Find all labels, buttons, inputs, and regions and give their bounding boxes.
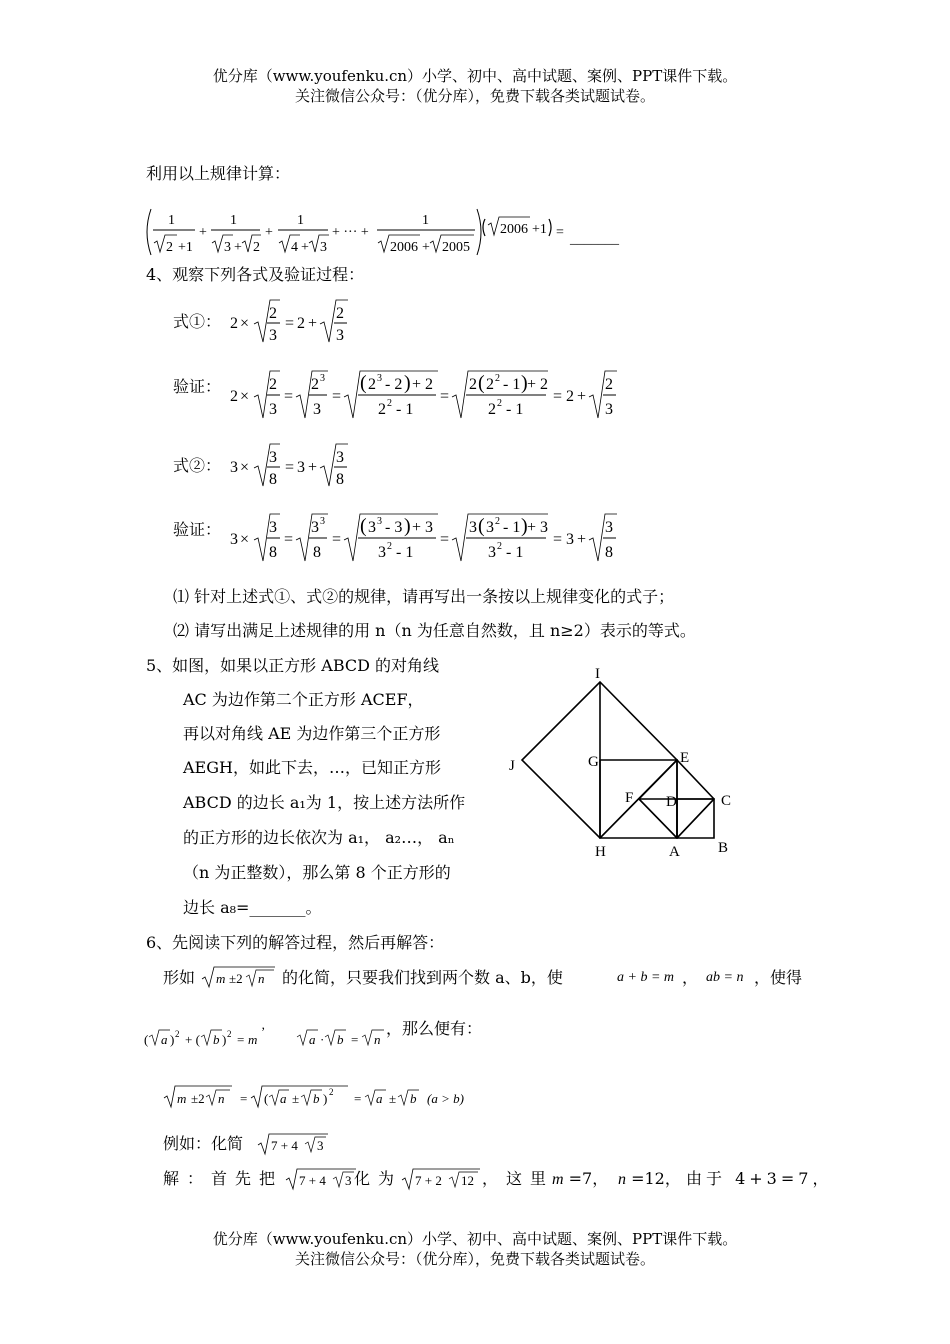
svg-text:+: + [234,240,242,255]
svg-text:3: 3 [377,516,382,527]
q6-line1-mid: 的化简，只要我们找到两个数 a、b，使 [282,968,563,987]
q6-example-radical [256,1130,336,1158]
label-g: G [588,754,599,770]
svg-text:2: 2 [227,1029,232,1039]
svg-text:+: + [577,531,587,548]
svg-text:=: = [332,531,342,548]
svg-text:(: ( [144,1032,149,1047]
q4-verify1-label: 验证： [173,377,222,396]
q3-tail-rad: 2006 [500,222,528,237]
q6-cond-sum: a + b = m [617,970,675,985]
svg-text:3: 3 [297,459,305,476]
svg-text:3: 3 [566,531,574,548]
svg-text:×: × [240,388,250,405]
svg-text:±: ± [292,1091,300,1106]
q6-line1-pre: 形如 [163,968,196,987]
q6-sol-m: m =7， [552,1169,609,1188]
q3-frac1-den-rad: 2 [166,240,173,255]
q6-example-pre: 例如：化简 [163,1134,244,1153]
svg-text:(: ( [360,515,367,537]
q3-frac3-num: 1 [297,213,304,228]
svg-text:2: 2 [469,376,477,393]
svg-text:12: 12 [461,1173,474,1188]
svg-text:3: 3 [469,519,477,536]
svg-text:2: 2 [387,541,392,552]
svg-text:=: = [440,531,450,548]
svg-text:2: 2 [486,376,494,393]
svg-text:): ) [170,1032,175,1047]
q4-title: 4、观察下列各式及验证过程： [146,265,365,284]
svg-text:3: 3 [317,1138,324,1153]
svg-text:(: ( [478,372,485,394]
svg-text:2: 2 [378,401,386,418]
svg-text:+: + [308,459,318,476]
svg-text:3: 3 [486,519,494,536]
q4-sub1: ⑴ 针对上述式①、式②的规律，请再写出一条按以上规律变化的式子； [173,587,675,606]
svg-text:+ 2: + 2 [412,376,434,393]
q3-frac1-num: 1 [168,213,175,228]
svg-text:3: 3 [269,519,277,536]
svg-text:3: 3 [336,327,344,344]
q3-frac1-den-add: +1 [178,240,193,255]
q3-expression [142,205,642,259]
svg-text:×: × [240,315,250,332]
svg-text:3: 3 [336,449,344,466]
svg-text:(: ( [478,515,485,537]
svg-text:=: = [553,388,563,405]
q6-cond-product: ab = n [706,970,744,985]
svg-text:b: b [337,1032,344,1047]
q6-cond: (a > b) [427,1091,464,1106]
q6-formula [160,1080,490,1116]
svg-text:- 1: - 1 [506,544,524,561]
svg-text:=: = [240,1091,248,1106]
q3-tail-add: +1 [532,222,547,237]
svg-text:2: 2 [329,1087,334,1097]
svg-text:8: 8 [313,544,321,561]
svg-text:=: = [351,1032,359,1047]
label-i: I [595,666,600,682]
svg-text:a: a [280,1091,287,1106]
svg-text:2: 2 [230,315,238,332]
svg-text:): ) [404,372,411,394]
q4-eq1-expr [228,296,358,350]
svg-text:+ 2: + 2 [527,376,549,393]
svg-text:3: 3 [230,459,238,476]
label-d: D [666,794,677,810]
svg-text:): ) [323,1091,328,1106]
svg-text:3: 3 [311,519,319,536]
svg-text:3: 3 [313,401,321,418]
svg-text:2: 2 [368,376,376,393]
q6-sol-n: n =12， [618,1169,681,1188]
svg-text:2: 2 [269,305,277,322]
svg-text:8: 8 [605,544,613,561]
svg-text:n: n [258,971,265,986]
q3-frac3-den-b: 3 [320,240,327,255]
svg-text:=: = [237,1032,245,1047]
q3-frac4-den-a: 2006 [390,240,418,255]
svg-text:3: 3 [269,327,277,344]
svg-text:=: = [284,531,294,548]
svg-text:2: 2 [297,315,305,332]
svg-text:b: b [213,1032,220,1047]
q5-line-6: 的正方形的边长依次为 a₁， a₂…， aₙ [183,828,455,847]
svg-text:- 2: - 2 [385,376,403,393]
svg-text:m: m [177,1091,187,1106]
q3-frac3-den-a: 4 [291,240,298,255]
page-header-line1: 优分库（www.youfenku.cn）小学、初中、高中试题、案例、PPT课件下载。 [212,67,738,85]
label-j: J [509,758,515,774]
svg-text:(: ( [360,372,367,394]
svg-text:±: ± [389,1091,397,1106]
svg-text:2: 2 [488,401,496,418]
svg-text:×: × [240,531,250,548]
svg-text:2: 2 [605,376,613,393]
q4-verify2-label: 验证： [173,520,222,539]
svg-text:a: a [376,1091,383,1106]
svg-text:m: m [248,1032,258,1047]
q3-frac4-den-b: 2005 [442,240,470,255]
svg-text:): ) [521,372,528,394]
svg-text:+: + [422,240,430,255]
q5-line-3: 再以对角线 AE 为边作第三个正方形 [183,724,441,743]
q6-title: 6、先阅读下列的解答过程，然后再解答： [146,933,445,952]
label-h: H [595,844,606,860]
svg-text:): ) [404,515,411,537]
q6-sol-end: 由于 4+3=7， [686,1169,833,1188]
svg-text:- 1: - 1 [396,544,414,561]
svg-text:7 + 2: 7 + 2 [415,1173,442,1188]
svg-text:=: = [285,315,295,332]
svg-text:8: 8 [269,544,277,561]
q6-identity [142,1016,392,1052]
svg-text:- 3: - 3 [385,519,403,536]
svg-text:3: 3 [605,519,613,536]
q3-dots: + ··· + [332,225,369,240]
svg-text:2: 2 [269,376,277,393]
q4-eq2-expr [228,440,358,494]
svg-text:): ) [222,1032,227,1047]
svg-text:b: b [313,1091,320,1106]
q4-eq1-label: 式①： [173,312,222,331]
svg-text:2: 2 [311,376,319,393]
q6-line1-post: ，使得 [754,968,803,987]
svg-text:8: 8 [269,471,277,488]
q4-eq2-label: 式②： [173,456,222,475]
svg-text:n: n [218,1091,225,1106]
q4-verify1-expr [228,364,628,426]
svg-text:+: + [577,388,587,405]
q4-sub2: ⑵ 请写出满足上述规律的用 n（n 为任意自然数，且 n≥2）表示的等式。 [173,621,696,640]
q6-comma: ， [682,968,699,987]
svg-text:3: 3 [605,401,613,418]
q5-line-2: AC 为边作第二个正方形 ACEF， [183,690,424,709]
label-f: F [625,790,634,806]
q3-intro: 利用以上规律计算： [146,164,291,183]
svg-text:3: 3 [488,544,496,561]
q6-sol-radical2 [400,1165,486,1193]
page-footer-line1: 优分库（www.youfenku.cn）小学、初中、高中试题、案例、PPT课件下载。 [212,1230,738,1248]
svg-text:3: 3 [320,516,325,527]
svg-text:=: = [354,1091,362,1106]
svg-text:- 1: - 1 [506,401,524,418]
svg-text:2: 2 [230,388,238,405]
q3-frac2-num: 1 [230,213,237,228]
svg-text:3: 3 [368,519,376,536]
page-footer-line2: 关注微信公众号：（优分库），免费下载各类试题试卷。 [294,1250,655,1268]
q5-line-8: 边长 a₈=_______。 [183,898,322,917]
svg-text:n: n [374,1032,381,1047]
svg-text:×: × [240,459,250,476]
svg-text:±2: ±2 [191,1091,205,1106]
svg-text:a: a [309,1032,316,1047]
q3-frac2-den-a: 3 [224,240,231,255]
svg-text:2: 2 [336,305,344,322]
svg-text:=: = [332,388,342,405]
q5-line-1: 5、如图，如果以正方形 ABCD 的对角线 [146,656,440,675]
svg-text:3: 3 [377,373,382,384]
svg-text:3: 3 [378,544,386,561]
q6-sol-post: ，这里 [482,1169,555,1188]
svg-text:2: 2 [497,398,502,409]
q3-frac4-num: 1 [422,213,429,228]
svg-text:+: + [199,225,207,240]
svg-text:=: = [553,531,563,548]
svg-text:’: ’ [261,1024,266,1039]
q5-square-figure [500,660,760,865]
q6-radical-m-2n [200,962,280,992]
svg-text:2: 2 [495,373,500,384]
svg-text:7 + 4: 7 + 4 [299,1173,326,1188]
label-e: E [680,750,690,766]
q5-line-4: AEGH，如此下去，…，已知正方形 [183,758,441,777]
svg-text:+: + [265,225,273,240]
q3-answer-blank: _______ [570,232,619,247]
page-header-line2: 关注微信公众号：（优分库），免费下载各类试题试卷。 [294,87,655,105]
svg-text:+ (: + ( [185,1032,200,1047]
svg-text:+ 3: + 3 [527,519,549,536]
svg-text:7 + 4: 7 + 4 [271,1138,298,1153]
svg-text:- 1: - 1 [503,519,521,536]
svg-text:m: m [216,971,226,986]
q6-sol-radical1 [284,1165,364,1193]
q6-sol-mid: 化为 [354,1169,403,1188]
svg-text:3: 3 [269,401,277,418]
q3-frac2-den-b: 2 [253,240,260,255]
label-a: A [669,844,680,860]
label-c: C [721,793,732,809]
svg-text:2: 2 [495,516,500,527]
svg-text:+ 3: + 3 [412,519,434,536]
svg-text:3: 3 [269,449,277,466]
q6-line2-post: ，那么便有： [386,1019,483,1038]
svg-text:=: = [556,225,564,240]
svg-text:3: 3 [230,531,238,548]
svg-text:- 1: - 1 [396,401,414,418]
svg-text:8: 8 [336,471,344,488]
svg-text:2: 2 [497,541,502,552]
svg-text:+: + [301,240,309,255]
svg-text:=: = [285,459,295,476]
svg-text:3: 3 [345,1173,352,1188]
svg-text:=: = [440,388,450,405]
svg-text:3: 3 [320,373,325,384]
svg-text:- 1: - 1 [503,376,521,393]
q4-verify2-expr [228,507,628,569]
svg-text:·: · [320,1032,325,1047]
q5-line-5: ABCD 的边长 a₁为 1，按上述方法所作 [183,793,466,812]
q5-line-7: （n 为正整数），那么第 8 个正方形的 [183,863,451,882]
svg-text:a: a [161,1032,168,1047]
q6-sol-pre: 解：首先把 [163,1169,284,1188]
svg-text:b: b [410,1091,417,1106]
svg-text:±2: ±2 [229,971,243,986]
svg-text:+: + [308,315,318,332]
svg-text:): ) [521,515,528,537]
svg-text:2: 2 [387,398,392,409]
label-b: B [718,840,729,856]
svg-text:2: 2 [175,1029,180,1039]
svg-text:2: 2 [566,388,574,405]
svg-text:(: ( [264,1091,269,1106]
svg-text:=: = [284,388,294,405]
